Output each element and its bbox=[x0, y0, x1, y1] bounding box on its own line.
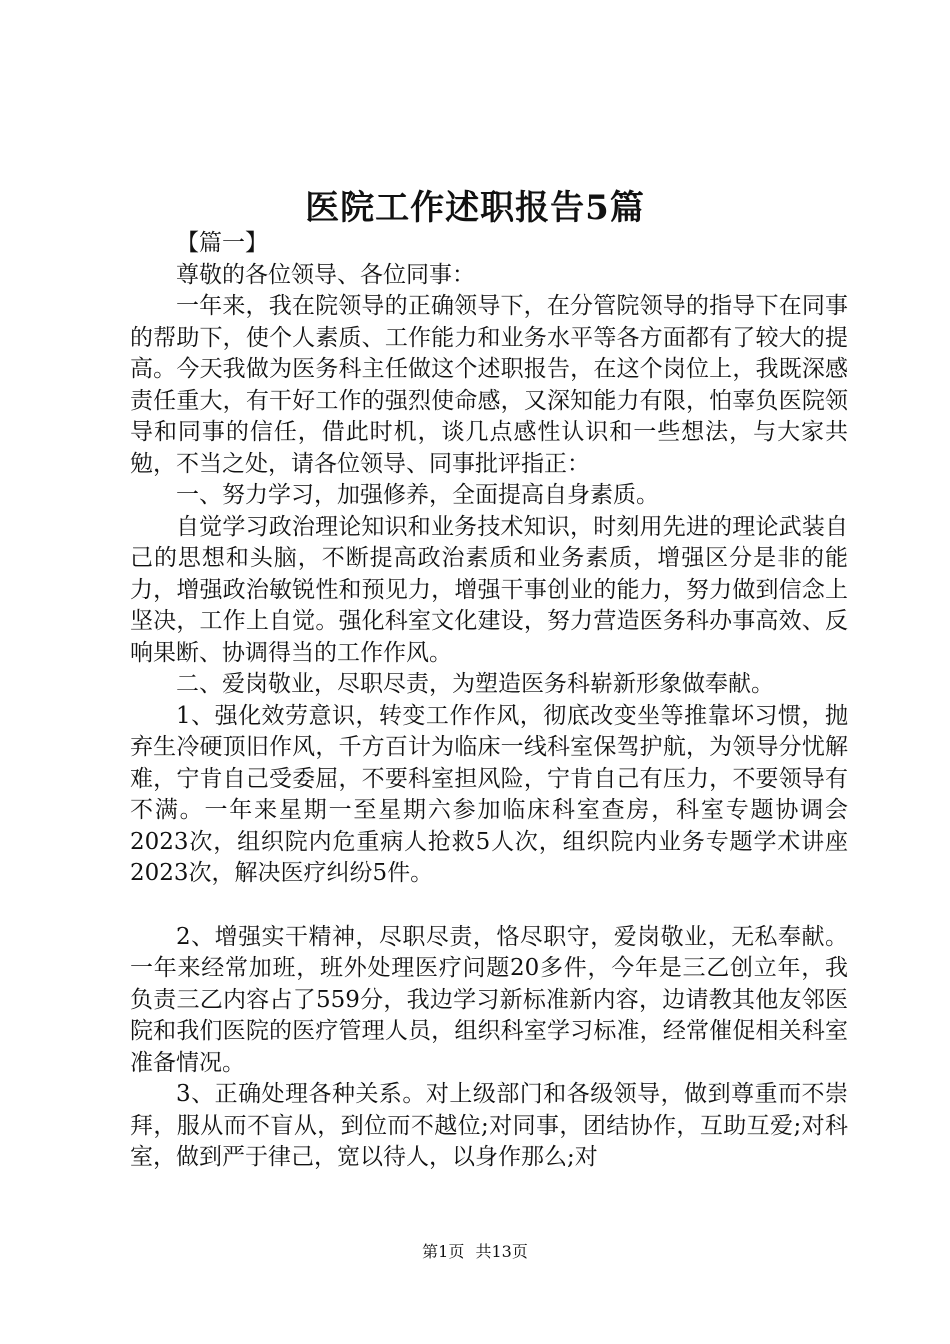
section-label: 【篇一】 bbox=[176, 230, 268, 256]
paragraph-gap bbox=[130, 890, 848, 922]
heading-two: 二、爱岗敬业，尽职尽责，为塑造医务科崭新形象做奉献。 bbox=[176, 671, 774, 697]
document-title: 医院工作述职报告5篇 bbox=[305, 188, 645, 228]
page-footer bbox=[0, 1242, 950, 1262]
paragraph-study: 自觉学习政治理论知识和业务技术知识，时刻用先进的理论武装自己的思想和头脑，不断提高政治素质和业务素质，增强区分是非的能力，增强政治敏锐性和预见力，增强干事创业的能力，努力做到信念上坚决，工作上自觉。强化科室文化建设，努力营造医务科办事高效、反响果断、协调得当的工作作风。 bbox=[130, 513, 848, 666]
paragraph-item-3: 3、正确处理各种关系。对上级部门和各级领导，做到尊重而不崇拜，服从而不盲从，到位而不越位;对同事，团结协作，互助互爱;对科室，做到严于律己，宽以待人，以身作那么;对 bbox=[130, 1081, 848, 1170]
paragraph-intro: 一年来，我在院领导的正确领导下，在分管院领导的指导下在同事的帮助下，使个人素质、工作能力和业务水平等各方面都有了较大的提高。今天我做为医务科主任做这个述职报告，在这个岗位上，我既深感责任重大，有干好工作的强烈使命感，又深知能力有限，怕辜负医院领导和同事的信任，借此时机，谈几点感性认识和一些想法，与大家共勉，不当之处，请各位领导、同事批评指正： bbox=[130, 293, 848, 477]
salutation: 尊敬的各位领导、各位同事： bbox=[176, 261, 475, 288]
paragraph-item-1: 1、强化效劳意识，转变工作作风，彻底改变坐等推靠坏习惯，抛弃生冷硬顶旧作风，千方百计为临床一线科室保驾护航，为领导分忧解难，宁肯自己受委屈，不要科室担风险，宁肯自己有压力，不要领导有不满。一年来星期一至星期六参加临床科室查房，科室专题协调会2023次，组织院内危重病人抢救5人次，组织院内业务专题学术讲座2023次，解决医疗纠纷5件。 bbox=[130, 702, 848, 886]
document-body bbox=[130, 228, 848, 1174]
page-total: 共13页 bbox=[475, 1242, 528, 1261]
heading-one: 一、努力学习，加强修养，全面提高自身素质。 bbox=[176, 482, 659, 508]
page-number: 第1页 bbox=[422, 1242, 465, 1261]
paragraph-item-2: 2、增强实干精神，尽职尽责，恪尽职守，爱岗敬业，无私奉献。一年来经常加班，班外处理医疗问题20多件，今年是三乙创立年，我负责三乙内容占了559分，我边学习新标准新内容，边请教其他友邻医院和我们医院的医疗管理人员，组织科室学习标准，经常催促相关科室准备情况。 bbox=[130, 923, 848, 1076]
